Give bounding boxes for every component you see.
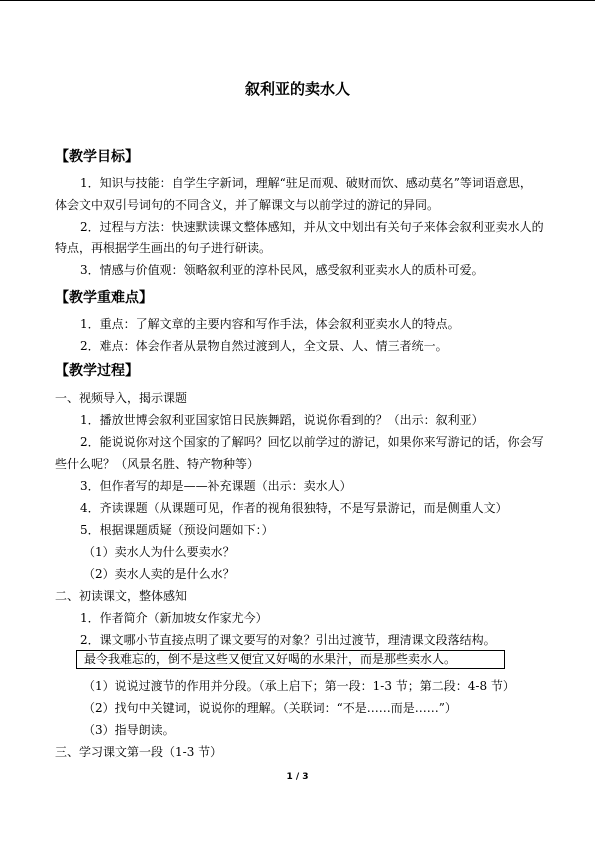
process-line: 4．齐读课题（从课题可见，作者的视角很独特，不是写景游记，而是侧重人文） [80,501,508,515]
process-line: 3．但作者写的却是——补充课题（出示：卖水人） [80,479,352,493]
process-line: 1．播放世博会叙利亚国家馆日民族舞蹈，说说你看到的？（出示：叙利亚） [80,413,484,427]
process-line: 些什么呢？（风景名胜、特产物种等） [55,457,260,471]
top-rule [0,0,595,1]
key-point-line: 1．重点：了解文章的主要内容和写作手法，体会叙利亚卖水人的特点。 [80,317,460,331]
process-subline: （1）卖水人为什么要卖水？ [83,545,235,559]
goal-line: 2．过程与方法：快速默读课文整体感知，并从文中划出有关句子来体会叙利亚卖水人的 [80,220,544,234]
goal-line: 体会文中双引号词句的不同含义，并了解课文与以前学过的游记的异同。 [55,198,440,212]
process-step: 一、视频导入，揭示课题 [55,391,188,405]
heading-key-difficulties: 【教学重难点】 [55,290,153,306]
process-subline: （1）说说过渡节的作用并分段。（承上启下；第一段：1-3 节；第二段：4-8 节） [83,679,515,693]
goal-line: 特点，再根据学生画出的句子进行研读。 [55,241,272,255]
key-point-line: 2．难点：体会作者从景物自然过渡到人，全文景、人、情三者统一。 [80,339,448,353]
process-subline: （3）指导朗读。 [83,723,175,737]
goal-line: 1．知识与技能：自学生字新词，理解“驻足而观、破财而饮、感动莫名”等词语意思， [80,176,532,190]
process-line: 1．作者简介（新加坡女作家尤今） [80,611,268,625]
process-step: 二、初读课文，整体感知 [55,589,188,603]
process-line: 2．课文哪小节直接点明了课文要写的对象？引出过渡节，理清课文段落结构。 [80,633,496,647]
heading-teaching-goals: 【教学目标】 [55,149,139,165]
process-subline: （2）找句中关键词，说说你的理解。（关联词：“不是……而是……”） [83,701,457,715]
page-title: 叙利亚的卖水人 [244,80,350,98]
heading-teaching-process: 【教学过程】 [55,363,139,379]
process-step: 三、学习课文第一段（1-3 节） [55,745,223,759]
process-line: 2．能说说你对这个国家的了解吗？回忆以前学过的游记，如果你来写游记的话，你会写 [80,435,544,449]
process-subline: （2）卖水人卖的是什么水？ [83,567,235,581]
page-number: 1 / 3 [286,772,309,782]
transition-quote-box: 最令我难忘的，倒不是这些又便宜又好喝的水果汁，而是那些卖水人。 [76,650,505,669]
goal-line: 3．情感与价值观：领略叙利亚的淳朴民风，感受叙利亚卖水人的质朴可爱。 [80,263,484,277]
process-line: 5．根据课题质疑（预设问题如下：） [80,523,274,537]
